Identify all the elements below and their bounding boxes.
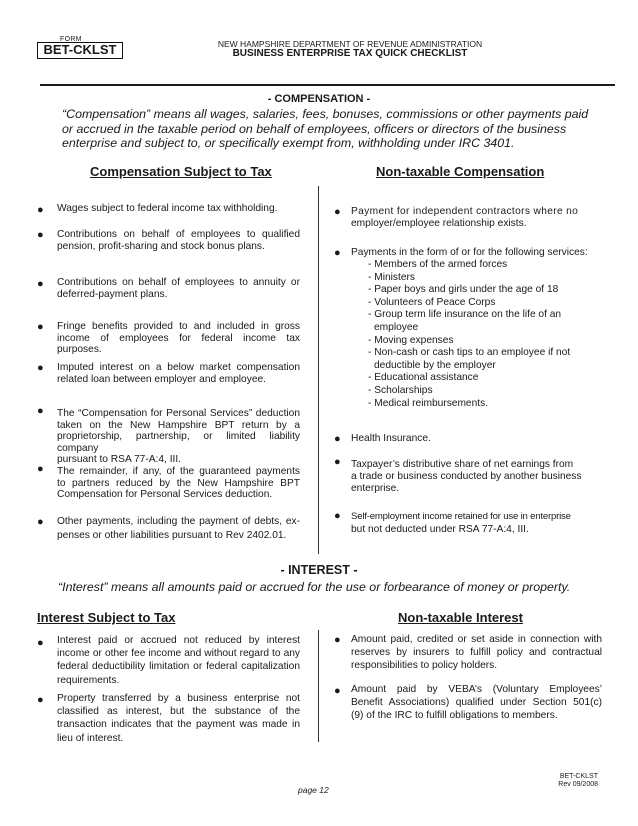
list-item xyxy=(57,466,300,501)
compensation-definition-line: enterprise and subject to, or specifically exempt from, withholding under IRC 3401. xyxy=(62,136,515,150)
service-item: - Medical reimbursements. xyxy=(368,397,489,409)
list-item-line: penses or other liabilities pursuant to Rev 2402.01. xyxy=(57,530,287,541)
interest-heading: - INTEREST - xyxy=(280,563,358,577)
form-label: FORM xyxy=(60,36,82,43)
bullet-icon: ● xyxy=(37,229,44,241)
list-item-line: The “Compensation for Personal Services” deduction xyxy=(57,408,300,419)
page-number: page 12 xyxy=(298,785,329,795)
list-item xyxy=(351,206,601,230)
bullet-icon: ● xyxy=(37,321,44,333)
list-item-line: Amount paid by VEBA’s (Voluntary Employees’ xyxy=(351,684,602,695)
compensation-definition-line: or accrued in the taxable period on behalf of employees, officers or directors of the business xyxy=(62,121,567,136)
department-name: NEW HAMPSHIRE DEPARTMENT OF REVENUE ADMINISTRATION xyxy=(217,39,483,49)
list-item xyxy=(57,515,300,543)
list-item-line: proprietorship, partnership, or limited liability company xyxy=(57,431,300,454)
bullet-icon: ● xyxy=(334,247,341,259)
list-item-line: taken on the New Hampshire BPT return by a xyxy=(57,419,300,431)
list-item-line: related loan between employer and employee. xyxy=(57,373,266,385)
compensation-definition-line: “Compensation” means all wages, salaries, fees, bonuses, commissions or other payments paid xyxy=(62,107,589,121)
header-divider xyxy=(40,84,615,86)
list-item xyxy=(351,633,602,673)
bullet-icon: ● xyxy=(334,634,341,646)
bullet-icon: ● xyxy=(37,362,44,374)
list-item-line: federal deductibility limitation or federal capitalization xyxy=(57,661,300,673)
service-item: - Volunteers of Peace Corps xyxy=(368,296,496,308)
bullet-icon: ● xyxy=(37,694,44,706)
bullet-icon: ● xyxy=(37,204,44,216)
list-item-line: (9) of the IRC to fulfill obligations to members. xyxy=(351,710,558,722)
list-item-line: classified as interest, but the substance of the xyxy=(57,706,300,718)
list-item-line: Amount paid, credited or set aside in connection with xyxy=(351,634,602,645)
form-code-box: BET-CKLST xyxy=(37,42,123,59)
list-item-line: Other payments, including the payment of debts, ex- xyxy=(57,516,300,527)
list-item-line: Compensation for Personal Services deduction. xyxy=(57,489,273,501)
list-item xyxy=(57,362,300,385)
list-item-line: pursuant to RSA 77-A:4, III. xyxy=(57,454,182,466)
list-item xyxy=(57,408,300,466)
list-item xyxy=(351,510,611,536)
compensation-nontaxable-heading: Non-taxable Compensation xyxy=(376,164,545,179)
list-item-line: lieu of interest. xyxy=(57,732,124,744)
bullet-icon: ● xyxy=(334,206,341,218)
list-item xyxy=(57,321,300,356)
list-item-line: Imputed interest on a below market compensation xyxy=(57,362,300,373)
bullet-icon: ● xyxy=(37,463,44,475)
bullet-icon: ● xyxy=(334,456,341,468)
list-item xyxy=(57,634,300,687)
list-item xyxy=(351,683,602,723)
list-item xyxy=(57,692,300,745)
list-item-line: Self-employment income retained for use in enterprise xyxy=(351,511,571,522)
interest-nontaxable-heading: Non-taxable Interest xyxy=(398,610,523,625)
list-item-line: Contributions on behalf of employees to annuity or xyxy=(57,277,300,288)
service-item: - Group term life insurance on the life of an xyxy=(368,309,562,321)
bullet-icon: ● xyxy=(334,510,341,522)
compensation-definition xyxy=(62,107,592,151)
service-item: - Moving expenses xyxy=(368,334,454,346)
footer-form-code: BET-CKLST xyxy=(559,773,598,780)
list-item xyxy=(351,459,601,496)
list-item-line: to partners reduced by the New Hampshire BPT xyxy=(57,477,300,489)
list-item-line: reserves by insurers to fulfill policy and contractual xyxy=(351,647,602,659)
service-item: - Members of the armed forces xyxy=(368,259,508,270)
compensation-subject-heading: Compensation Subject to Tax xyxy=(90,164,272,179)
service-item: - Educational assistance xyxy=(368,372,479,384)
service-item: employee xyxy=(374,321,419,333)
list-item-line: pension, profit-sharing and stock bonus plans. xyxy=(57,240,265,252)
list-item-line: Benefit Associations) qualified under Section 501(c) xyxy=(351,697,602,709)
bullet-icon: ● xyxy=(37,278,44,290)
list-item-line: purposes. xyxy=(57,344,102,356)
compensation-heading: - COMPENSATION - xyxy=(267,93,371,105)
bullet-icon: ● xyxy=(334,433,341,445)
list-item-line: Fringe benefits provided to and included in gross xyxy=(57,321,300,332)
services-intro: Payments in the form of or for the following services: xyxy=(351,247,588,258)
list-item-line: income of employees for federal income tax xyxy=(57,332,300,344)
service-item: - Paper boys and girls under the age of 18 xyxy=(368,284,559,296)
service-item: - Scholarships xyxy=(368,384,433,396)
list-item-line: responsibilities to policy holders. xyxy=(351,660,498,672)
bullet-icon: ● xyxy=(334,685,341,697)
list-item-line: Taxpayer’s distributive share of net earnings from xyxy=(351,459,574,470)
list-item-line: requirements. xyxy=(57,674,120,686)
page-title: BUSINESS ENTERPRISE TAX QUICK CHECKLIST xyxy=(232,48,468,59)
footer-form-info xyxy=(540,773,598,789)
list-item-line: a trade or business conducted by another business xyxy=(351,471,582,483)
list-item-line: The remainder, if any, of the guaranteed payments xyxy=(57,466,300,477)
list-item-line: employer/employee relationship exists. xyxy=(351,218,527,230)
services-list xyxy=(368,259,598,410)
list-item-line: but not deducted under RSA 77-A:4, III. xyxy=(351,524,529,535)
list-item: Health Insurance. xyxy=(351,433,431,444)
list-item-line: Contributions on behalf of employees to qualified xyxy=(57,229,300,240)
bullet-icon: ● xyxy=(37,405,44,417)
list-item-line: enterprise. xyxy=(351,483,400,495)
list-item-line: income or other fee income and without regard to any xyxy=(57,648,300,660)
service-item: deductible by the employer xyxy=(374,359,496,371)
list-item-line: deferred-payment plans. xyxy=(57,288,168,300)
bullet-icon: ● xyxy=(37,637,44,649)
service-item: - Non-cash or cash tips to an employee if not xyxy=(368,347,571,359)
interest-definition: “Interest” means all amounts paid or accrued for the use or forbearance of money or property. xyxy=(58,580,571,594)
list-item-line: transaction indicates that the payment was made in xyxy=(57,719,300,731)
list-item-line: Wages subject to federal income tax withholding. xyxy=(57,203,278,214)
list-item xyxy=(57,229,300,252)
footer-revision: Rev 09/2008 xyxy=(558,781,598,788)
list-item xyxy=(57,277,300,300)
list-item-line: Property transferred by a business enterprise not xyxy=(57,693,300,704)
service-item: - Ministers xyxy=(368,271,415,283)
list-item-line: Interest paid or accrued not reduced by interest xyxy=(57,635,300,646)
list-item-line: Payment for independent contractors where no xyxy=(351,206,579,217)
interest-column-divider xyxy=(318,630,319,742)
compensation-column-divider xyxy=(318,186,319,554)
list-item xyxy=(57,203,300,215)
interest-subject-heading: Interest Subject to Tax xyxy=(37,610,176,625)
bullet-icon: ● xyxy=(37,516,44,528)
